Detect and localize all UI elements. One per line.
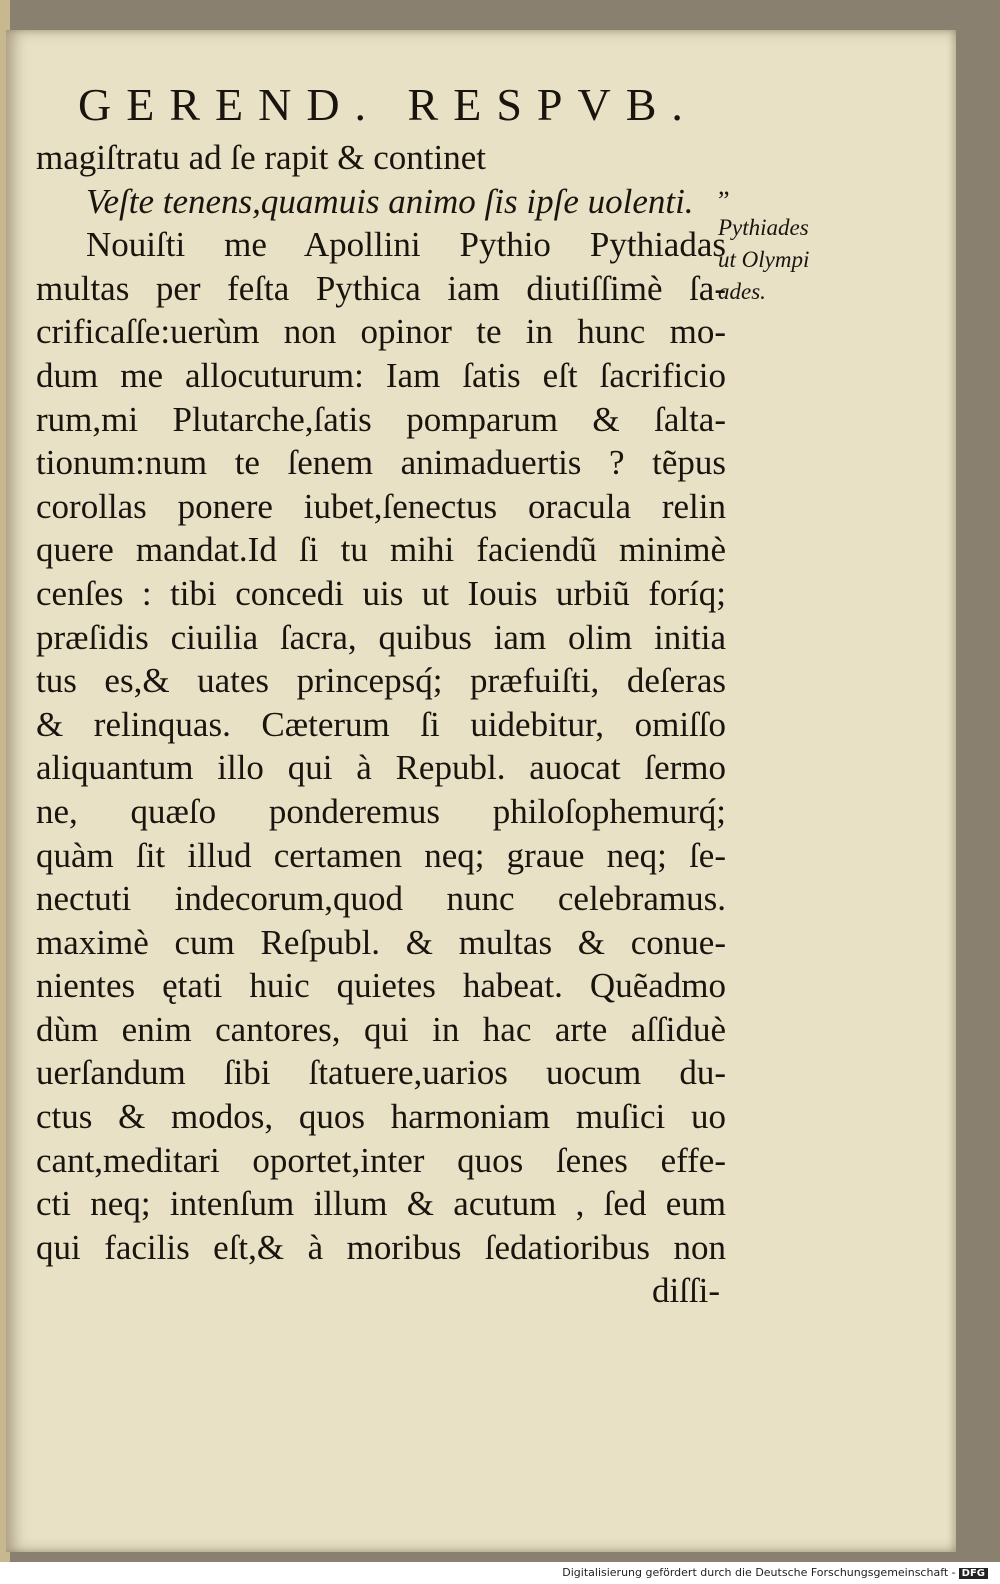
text-line: dùm enim cantores, qui in hac arte aſſiduè bbox=[36, 1009, 726, 1049]
text-line: multas per feſta Pythica iam diutiſſimè ſa- bbox=[36, 268, 726, 308]
text-line: & relinquas. Cæterum ſi uidebitur, omiſſo bbox=[36, 704, 726, 744]
text-line: aliquantum illo qui à Republ. auocat ſermo bbox=[36, 748, 726, 788]
text-line: cenſes : tibi concedi uis ut Iouis urbiũ foríq; bbox=[36, 573, 726, 613]
margin-note-line: ades. bbox=[718, 279, 766, 304]
text-line: rum,mi Plutarche,ſatis pomparum & ſalta- bbox=[36, 399, 726, 439]
credit-text: Digitalisierung gefördert durch die Deutsche Forschungsgemeinschaft - bbox=[562, 1566, 956, 1579]
text-line: tionum:num te ſenem animaduertis ? tẽpus bbox=[36, 443, 726, 483]
digitization-credit bbox=[562, 1566, 988, 1579]
margin-note bbox=[718, 186, 858, 308]
text-line: præſidis ciuilia ſacra, quibus iam olim initia bbox=[36, 617, 726, 657]
text-line: quàm ſit illud certamen neq; graue neq; ſe- bbox=[36, 835, 726, 875]
text-line: qui facilis eſt,& à moribus ſedatioribus non bbox=[36, 1227, 726, 1267]
margin-note-line: ut Olympi bbox=[718, 247, 810, 272]
text-line: cti neq; intenſum illum & acutum , ſed eum bbox=[36, 1184, 726, 1224]
text-line: ctus & modos, quos harmoniam muſici uo bbox=[36, 1097, 726, 1137]
text-line: corollas ponere iubet,ſenectus oracula relin bbox=[36, 486, 726, 526]
text-line: uerſandum ſibi ſtatuere,uarios uocum du- bbox=[36, 1053, 726, 1093]
dfg-logo: DFG bbox=[959, 1568, 988, 1579]
text-line: quere mandat.Id ſi tu mihi faciendũ minimè bbox=[36, 530, 726, 570]
text-line: nectuti indecorum,quod nunc celebramus. bbox=[36, 879, 726, 919]
text-line: cant,meditari oportet,inter quos ſenes effe- bbox=[36, 1140, 726, 1180]
body-text bbox=[36, 136, 726, 1313]
text-line: ne, quæſo ponderemus philoſophemurq́; bbox=[36, 791, 726, 831]
text-line: crificaſſe:uerùm non opinor te in hunc mo- bbox=[36, 312, 726, 352]
text-line: maximè cum Reſpubl. & multas & conue- bbox=[36, 922, 726, 962]
text-line: tus es,& uates princepsq́; præfuiſti, deſeras bbox=[36, 661, 726, 701]
margin-note-line: Pythiades bbox=[718, 215, 809, 240]
text-line: Nouiſti me Apollini Pythio Pythiadas bbox=[86, 225, 726, 265]
running-title: GEREND. RESPVB. bbox=[78, 79, 698, 130]
text-line: dum me allocuturum: Iam ſatis eſt ſacrificio bbox=[36, 355, 726, 395]
verse-line: Veſte tenens,quamuis animo ſis ipſe uolenti. bbox=[86, 181, 694, 221]
catchword: diſſi- bbox=[651, 1271, 720, 1311]
text-line: nientes ętati huic quietes habeat. Quẽadmo bbox=[36, 966, 726, 1006]
margin-quote-mark: ” bbox=[718, 186, 730, 215]
text-line: magiſtratu ad ſe rapit & continet bbox=[36, 138, 486, 177]
